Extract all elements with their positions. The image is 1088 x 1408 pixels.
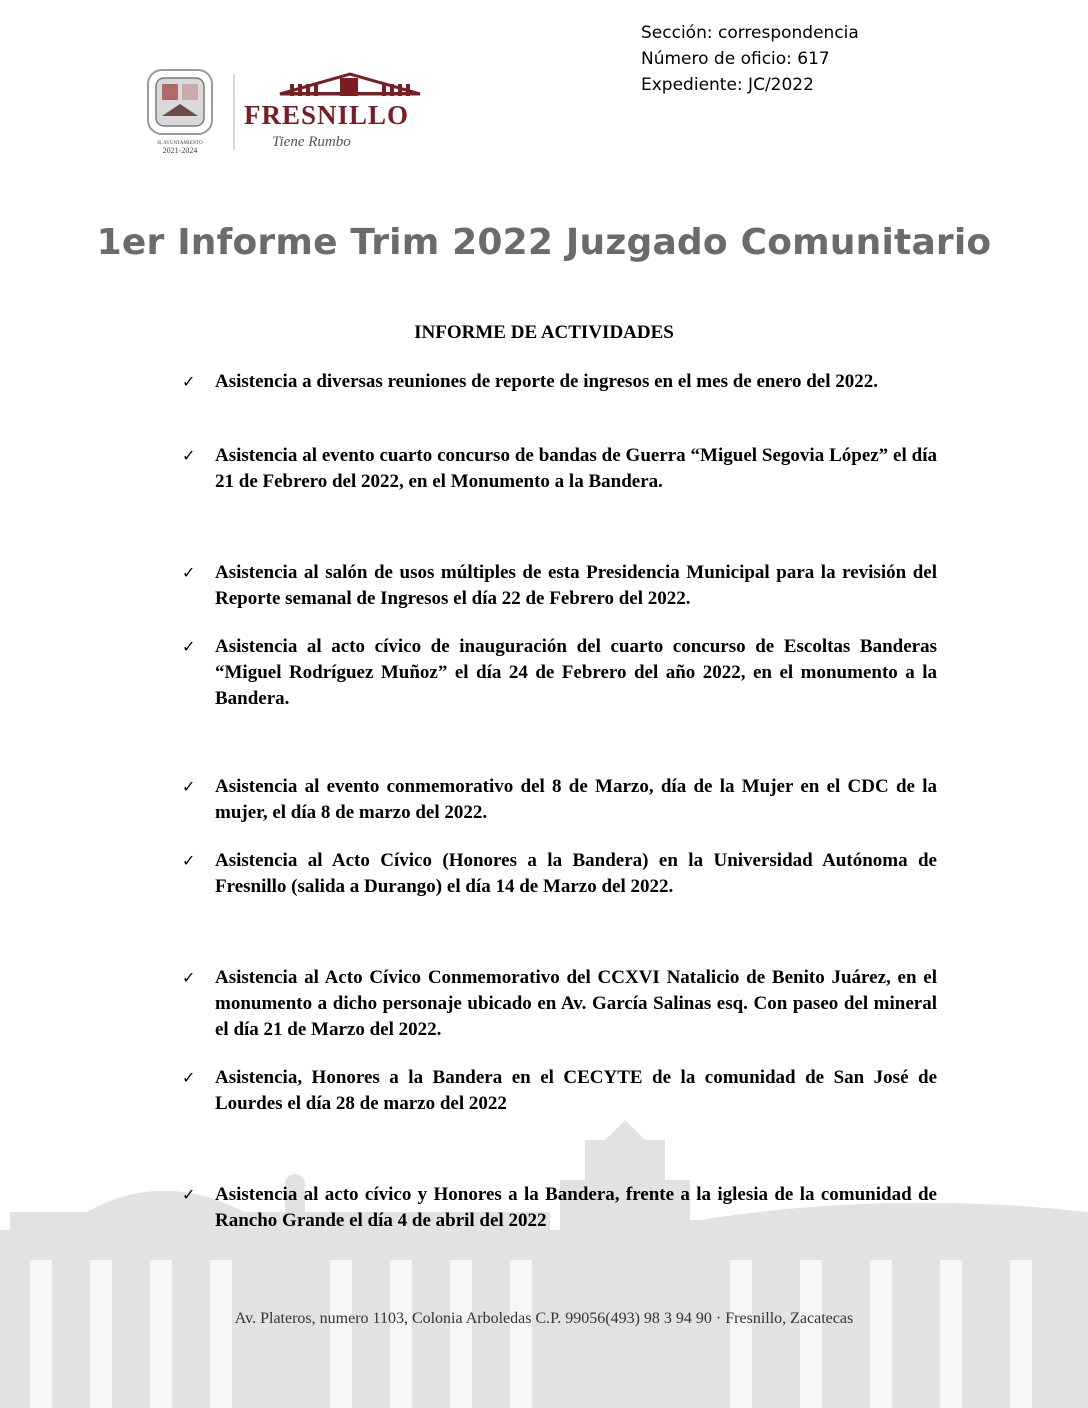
svg-text:Tiene Rumbo: Tiene Rumbo	[272, 134, 351, 150]
fresnillo-skyline-icon	[280, 74, 420, 96]
section-label: Sección: correspondencia	[641, 23, 859, 43]
activity-text: Asistencia al acto cívico de inauguración del cuarto concurso de Escoltas Banderas “Miguel Rodríguez Muñoz” el día 24 de Febrero del año 2022, en el monumento a la Bandera.	[215, 636, 937, 709]
document-reference-block	[641, 20, 859, 98]
list-item	[182, 774, 937, 826]
activity-text: Asistencia al acto cívico y Honores a la Bandera, frente a la iglesia de la comunidad de Rancho Grande el día 4 de abril del 2022	[215, 1184, 937, 1231]
list-item	[182, 560, 937, 612]
checkmark-icon: ✓	[182, 372, 196, 391]
section-heading: INFORME DE ACTIVIDADES	[414, 322, 674, 343]
office-number-label: Número de oficio: 617	[641, 49, 830, 69]
activity-text: Asistencia, Honores a la Bandera en el CECYTE de la comunidad de San José de Lourdes el día 28 de marzo del 2022	[215, 1067, 937, 1114]
checkmark-icon: ✓	[182, 851, 196, 870]
checkmark-icon: ✓	[182, 1068, 196, 1087]
list-item	[182, 965, 937, 1043]
list-item	[182, 369, 937, 395]
activity-text: Asistencia al salón de usos múltiples de esta Presidencia Municipal para la revisión del Reporte semanal de Ingresos el día 22 de Febrero del 2022.	[215, 562, 937, 609]
svg-text:FRESNILLO: FRESNILLO	[244, 100, 410, 130]
checkmark-icon: ✓	[182, 1185, 196, 1204]
activity-text: Asistencia al evento cuarto concurso de bandas de Guerra “Miguel Segovia López” el día 21 de Febrero del 2022, en el Monumento a la Bandera.	[215, 445, 937, 492]
svg-text:2021-2024: 2021-2024	[162, 146, 198, 155]
list-item	[182, 1065, 937, 1117]
checkmark-icon: ✓	[182, 563, 196, 582]
fresnillo-logo	[140, 66, 430, 156]
activity-text: Asistencia a diversas reuniones de reporte de ingresos en el mes de enero del 2022.	[215, 371, 879, 392]
svg-text:H. AYUNTAMIENTO: H. AYUNTAMIENTO	[157, 141, 203, 146]
checkmark-icon: ✓	[182, 637, 196, 656]
list-item	[182, 848, 937, 900]
list-item	[182, 1182, 937, 1234]
list-item	[182, 443, 937, 495]
footer-address: Av. Plateros, numero 1103, Colonia Arboledas C.P. 99056(493) 98 3 94 90 · Fresnillo, Zacatecas	[234, 1310, 854, 1327]
building-watermark	[0, 1120, 1088, 1408]
activity-text: Asistencia al evento conmemorativo del 8 de Marzo, día de la Mujer en el CDC de la mujer, el día 8 de marzo del 2022.	[215, 776, 937, 823]
list-item	[182, 634, 937, 712]
checkmark-icon: ✓	[182, 968, 196, 987]
municipal-seal-icon	[148, 70, 212, 155]
file-number-label: Expediente: JC/2022	[641, 75, 814, 95]
checkmark-icon: ✓	[182, 777, 196, 796]
page-title: 1er Informe Trim 2022 Juzgado Comunitario	[96, 222, 992, 263]
activity-text: Asistencia al Acto Cívico Conmemorativo del CCXVI Natalicio de Benito Juárez, en el monumento a dicho personaje ubicado en Av. García Salinas esq. Con paseo del mineral el día 21 de Marzo del 2022.	[215, 967, 937, 1040]
activity-text: Asistencia al Acto Cívico (Honores a la Bandera) en la Universidad Autónoma de Fresnillo (salida a Durango) el día 14 de Marzo del 2022.	[215, 850, 937, 897]
checkmark-icon: ✓	[182, 446, 196, 465]
